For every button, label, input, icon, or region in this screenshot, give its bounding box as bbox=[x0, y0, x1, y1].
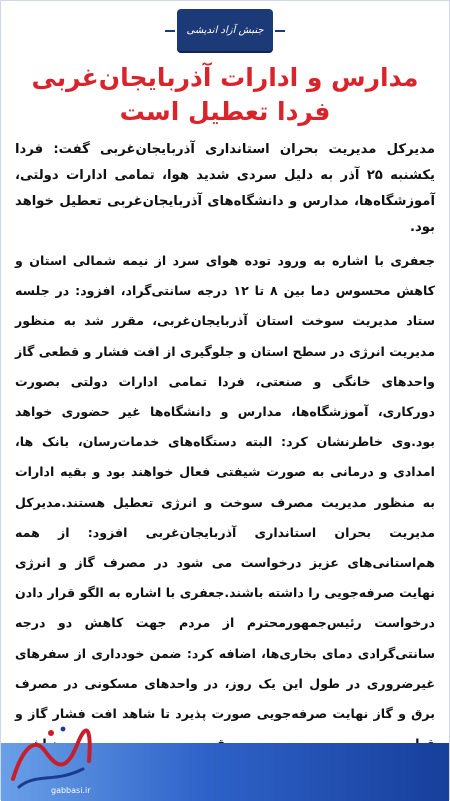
logo-text: جنبش آزاد اندیشی bbox=[186, 24, 264, 36]
signature-url: gabbasi.ir bbox=[51, 786, 91, 795]
body-paragraph: جعفری با اشاره به ورود توده هوای سرد از نیمه شمالی استان و کاهش محسوس دما بین ۸ تا ۱۲ درجه سانتی‌گراد، افزود: در جلسه ستاد مدیریت سوخت استان آذربایجان‌غربی، مقرر شد به منظور مدیریت انرژی در سطح استان و جلوگیری از افت فشار و قطعی گاز واحدهای خانگی و صنعتی، فردا تمامی ادارات دولتی بصورت دورکاری، آموزشگاه‌ها، مدارس و دانشگاه‌ها غیر حضوری خواهد بود.وی خاطرنشان کرد: البته دستگاه‌های خدمات‌رسان، بانک ها، امدادی و درمانی به صورت شیفتی فعال خواهند بود و بقیه ادارات به منظور مدیریت مصرف سوخت و انرژی تعطیل هستند.مدیرکل مدیریت بحران استانداری آذربایجان‌غربی افزود: از همه هم‌استانی‌های عزیز درخواست می شود در مصرف گاز و انرژی نهایت صرفه‌جویی را داشته باشند.جعفری با اشاره به الگو قرار دادن درخواست رئیس‌جمهورمحترم از مردم جهت کاهش دو درجه سانتی‌گرادی دمای بخاری‌ها، اضافه کرد: ضمن خودداری از سفرهای غیرضروری در طول این یک روز، در واحدهای مسکونی در مصرف برق و گاز نهایت صرفه‌جویی صورت پذیرد تا شاهد افت فشار گاز و bbox=[15, 253, 436, 722]
lead-paragraph: مدیرکل مدیریت بحران استانداری آذربایجان‌غربی گفت: فردا یکشنبه ۲۵ آذر به دلیل سردی شدید هوا، تمامی ادارات دولتی، آموزشگاه‌ها، مدارس و دانشگاه‌های آذربایجان‌غربی تعطیل خواهد بود. bbox=[15, 142, 435, 235]
headline: مدارس و ادارات آذربایجان‌غربی فردا تعطیل است bbox=[31, 63, 419, 126]
signature-logo bbox=[5, 717, 97, 797]
header-logo bbox=[177, 9, 273, 51]
